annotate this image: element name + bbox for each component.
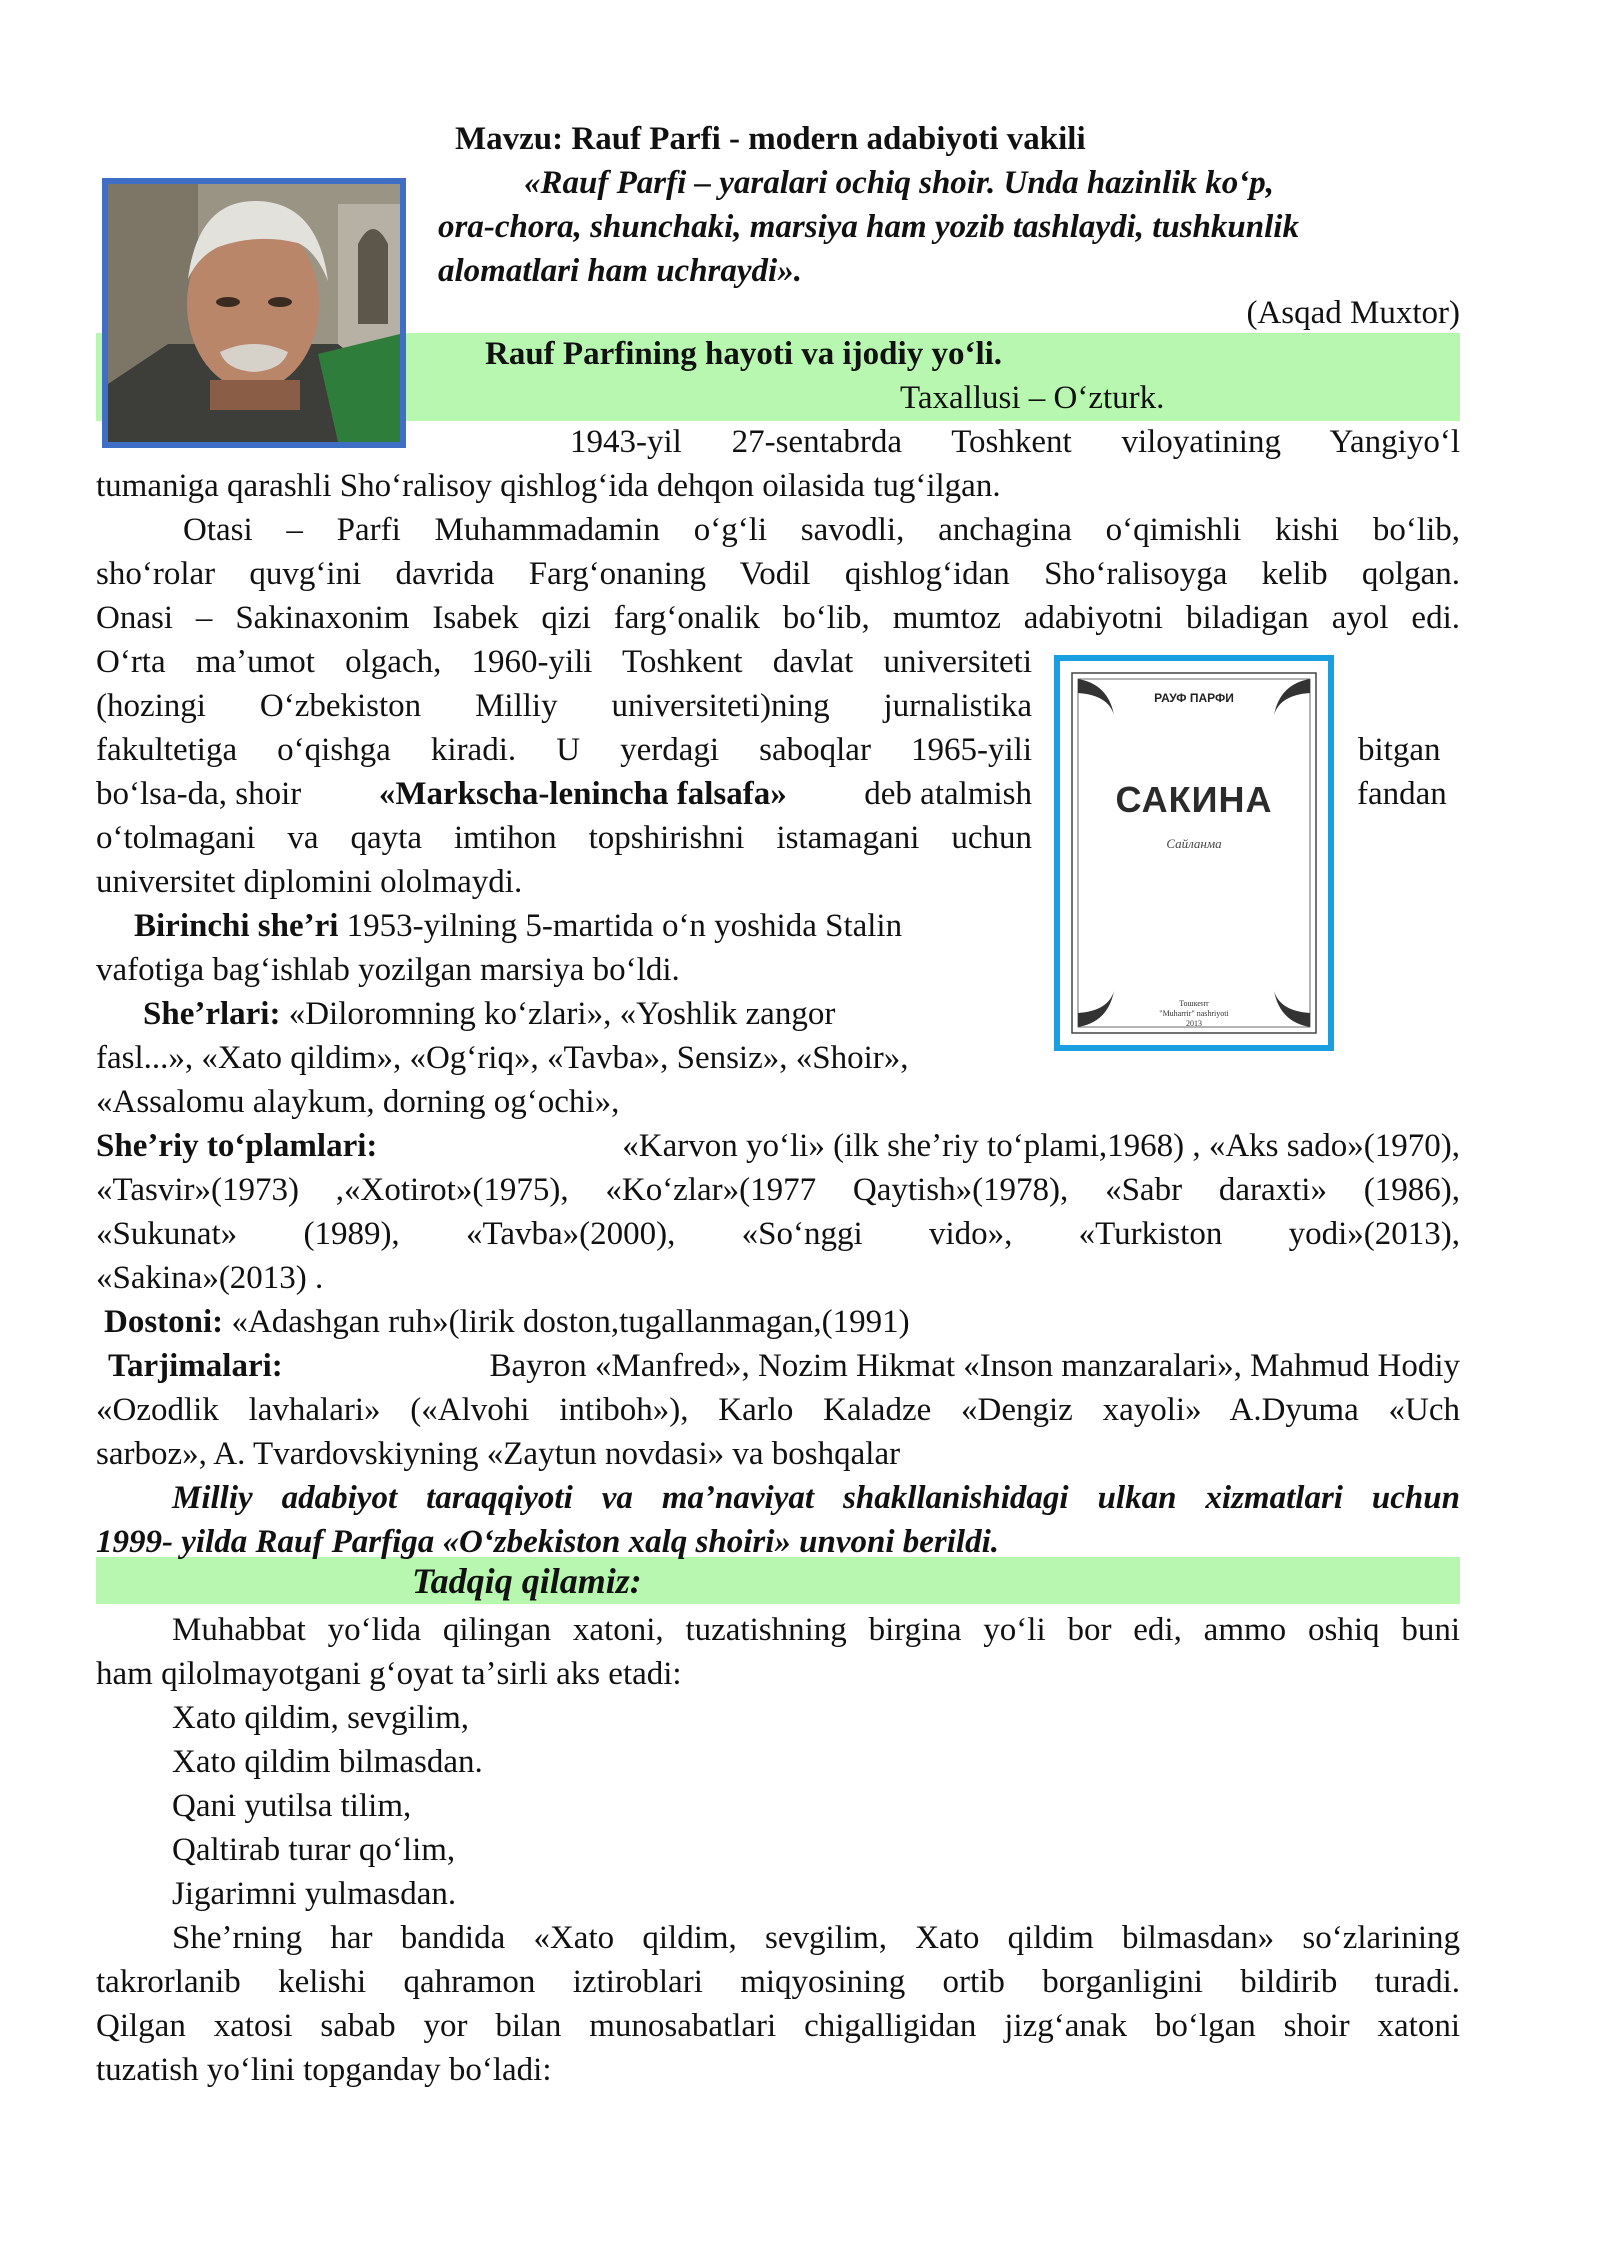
first-poem-line-1 [134,905,902,949]
analysis-line-3: Qilgan xatosi sabab yor bilan munosabatlari chigalligidan jizgʻanak boʻlgan shoir xatoni [96,2008,1460,2044]
bio-line-4: shoʻrolar quvgʻini davrida Fargʻonaning Vodil qishlogʻidan Shoʻralisoyga kelib qolgan. [96,556,1460,592]
book-author: РАУФ ПАРФИ [1154,691,1234,705]
translations-text-1: Bayron «Manfred», Nozim Hikmat «Inson manzaralari», Mahmud Hodiy [489,1348,1460,1384]
verse-line-2: Xato qildim bilmasdan. [172,1744,483,1780]
bio-line-2: tumaniga qarashli Shoʻralisoy qishlogʻida dehqon oilasida tugʻilgan. [96,468,1001,504]
analysis-line-2: takrorlanib kelishi qahramon iztiroblari miqyosining ortib borganligini bildirib turadi. [96,1964,1460,2000]
bio-line-9-end: fandan [1357,776,1447,812]
analysis-line-4: tuzatish yoʻlini topganday boʻladi: [96,2052,552,2088]
epic-label: Dostoni: [104,1304,224,1340]
translations-line-1 [108,1345,1460,1389]
translations-line-3: sarboz», A. Tvardovskiyning «Zaytun novdasi» va boshqalar [96,1436,901,1472]
collections-line-1 [96,1125,1460,1169]
bio-line-9a: boʻlsa-da, shoir [96,776,302,812]
poems-line-3: «Assalomu alaykum, dorning ogʻochi», [96,1084,620,1120]
verse-line-3: Qani yutilsa tilim, [172,1788,412,1824]
first-poem-label: Birinchi sheʼri [134,908,339,944]
bio-line-6: Oʻrta maʼumot olgach, 1960-yili Toshkent davlat universiteti [96,644,1032,680]
poems-line-1 [143,993,835,1037]
bio-line-11: universitet diplomini ololmaydi. [96,864,523,900]
bio-line-1: 1943-yil 27-sentabrda Toshkent viloyatining Yangiyoʻl [570,424,1460,460]
research-heading: Tadqiq qilamiz: [412,1561,642,1601]
book-subtitle: Сайланма [1166,836,1222,851]
page-title: Mavzu: Rauf Parfi - modern adabiyoti vakili [455,121,1086,157]
collections-line-4: «Sakina»(2013) . [96,1260,324,1296]
translations-label: Tarjimalari: [108,1348,283,1384]
book-footer-city: Тошкент [1179,999,1209,1008]
research-intro-1: Muhabbat yoʻlida qilingan xatoni, tuzatishning birgina yoʻli bor edi, ammo oshiq buni [172,1612,1460,1648]
verse-line-5: Jigarimni yulmasdan. [172,1876,457,1912]
section-heading: Rauf Parfining hayoti va ijodiy yoʻli. [485,336,1003,372]
book-footer-year: 2013 [1186,1019,1202,1028]
epic-line [104,1301,910,1345]
epigraph-line-3: alomatlari ham uchraydi». [438,253,802,289]
book-footer-publisher: "Muharrir" nashriyoti [1159,1009,1229,1018]
bio-line-9c: deb atalmish [864,776,1032,812]
pseudonym-line: Taxallusi – Oʻzturk. [900,380,1165,416]
book-title: САКИНА [1115,779,1273,820]
collections-line-3: «Sukunat» (1989), «Tavba»(2000), «Soʻnggi vido», «Turkiston yodi»(2013), [96,1216,1460,1252]
poems-line-2: fasl...», «Xato qildim», «Ogʻriq», «Tavba», Sensiz», «Shoir», [96,1040,909,1076]
epigraph-line-2: ora-chora, shunchaki, marsiya ham yozib tashlaydi, tushkunlik [438,209,1299,245]
verse-line-4: Qaltirab turar qoʻlim, [172,1832,456,1868]
bio-line-8: fakultetiga oʻqishga kiradi. U yerdagi saboqlar 1965-yili [96,732,1032,768]
analysis-line-1: Sheʼrning har bandida «Xato qildim, sevgilim, Xato qildim bilmasdan» soʻzlarining [172,1920,1460,1956]
bio-line-9b: «Markscha-lenincha falsafa» [378,776,787,812]
verse-line-1: Xato qildim, sevgilim, [172,1700,469,1736]
poems-text-1: «Diloromning koʻzlari», «Yoshlik zangor [280,996,836,1032]
award-line-1: Milliy adabiyot taraqqiyoti va maʼnaviyat shakllanishidagi ulkan xizmatlari uchun [172,1480,1460,1516]
bio-line-8-end: bitgan [1358,732,1441,768]
translations-line-2: «Ozodlik lavhalari» («Alvohi intiboh»), Karlo Kaladze «Dengiz xayoli» A.Dyuma «Uch [96,1392,1460,1428]
epic-text: «Adashgan ruh»(lirik doston,tugallanmagan,(1991) [223,1304,910,1340]
poems-label: Sheʼrlari: [143,996,281,1032]
epigraph-author: (Asqad Muxtor) [1246,295,1460,331]
collections-label: Sheʼriy toʻplamlari: [96,1128,378,1164]
bio-line-9 [96,773,1032,817]
portrait-photo-icon [108,184,400,442]
research-intro-2: ham qilolmayotgani gʻoyat taʼsirli aks etadi: [96,1656,682,1692]
collections-text-1: «Karvon yoʻli» (ilk sheʼriy toʻplami,1968) , «Aks sado»(1970), [622,1128,1460,1164]
bio-line-3: Otasi – Parfi Muhammadamin oʻgʻli savodli, anchagina oʻqimishli kishi boʻlib, [183,512,1460,548]
first-poem-text-1: 1953-yilning 5-martida oʻn yoshida Stalin [338,908,903,944]
collections-line-2: «Tasvir»(1973) ,«Xotirot»(1975), «Koʻzlar»(1977 Qaytish»(1978), «Sabr daraxti» (1986), [96,1172,1460,1208]
epigraph-line-1: «Rauf Parfi – yaralari ochiq shoir. Unda hazinlik koʻp, [524,165,1274,201]
award-line-2: 1999- yilda Rauf Parfiga «Oʻzbekiston xalq shoiri» unvoni berildi. [96,1524,999,1560]
bio-line-7: (hozingi Oʻzbekiston Milliy universiteti)ning jurnalistika [96,688,1032,724]
portrait-photo [102,178,406,448]
first-poem-line-2: vafotiga bagʻishlab yozilgan marsiya boʻldi. [96,952,680,988]
bio-line-5: Onasi – Sakinaxonim Isabek qizi fargʻonalik boʻlib, mumtoz adabiyotni biladigan ayol edi. [96,600,1460,636]
bio-line-10: oʻtolmagani va qayta imtihon topshirishni istamagani uchun [96,820,1032,856]
